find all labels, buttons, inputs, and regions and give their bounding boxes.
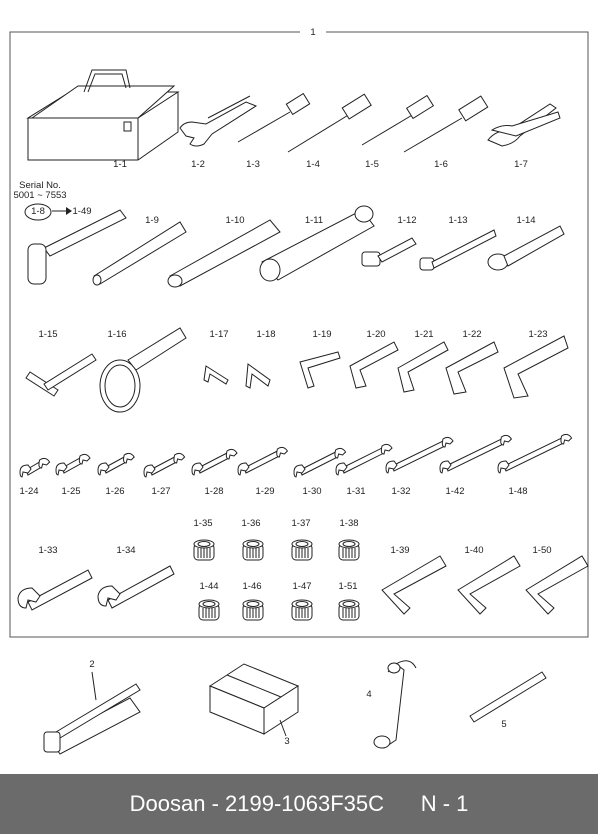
label-2: 2: [89, 659, 95, 670]
label-1-32: 1-32: [391, 486, 411, 497]
socket-adapter-icon: [362, 238, 416, 266]
socket-icon-5: [199, 600, 219, 620]
open-end-wrench-icon-4: [144, 453, 185, 477]
socket-icon-1: [194, 540, 214, 560]
label-1-24: 1-24: [19, 486, 39, 497]
label-4: 4: [366, 689, 372, 700]
open-end-wrench-icon-3: [98, 453, 134, 475]
label-1-11: 1-11: [304, 215, 324, 226]
socket-icon-7: [292, 600, 312, 620]
label-1-33: 1-33: [38, 545, 58, 556]
label-1-3: 1-3: [246, 159, 260, 170]
label-1-51: 1-51: [338, 581, 358, 592]
label-1-34: 1-34: [116, 545, 136, 556]
label-1-21: 1-21: [414, 329, 434, 340]
label-5: 5: [501, 719, 507, 730]
label-1-50: 1-50: [532, 545, 552, 556]
filter-wrench-icon: [100, 328, 186, 412]
socket-icon-3: [292, 540, 312, 560]
label-1-25: 1-25: [61, 486, 81, 497]
nozzle-tool-icon: [374, 661, 416, 748]
label-1-40: 1-40: [464, 545, 484, 556]
label-1-44: 1-44: [199, 581, 219, 592]
open-end-wrench-icon-5: [192, 449, 237, 475]
ratchet-handle-icon: [488, 226, 564, 270]
ref-from-label: 1-8: [31, 206, 45, 217]
footer-brand: Doosan: [129, 791, 206, 816]
label-1-48: 1-48: [508, 486, 528, 497]
wrench-1-33-icon: [18, 570, 92, 610]
hex-key-1-22-icon: [446, 342, 498, 394]
hex-key-1-21-icon: [398, 342, 448, 392]
screwdriver-1-3-icon: [238, 94, 310, 142]
label-1-47: 1-47: [292, 581, 312, 592]
socket-set: [194, 540, 359, 620]
label-1-30: 1-30: [302, 486, 322, 497]
label-1-4: 1-4: [306, 159, 320, 170]
label-3: 3: [284, 736, 290, 747]
pliers-icon: [488, 104, 560, 146]
label-1-27: 1-27: [151, 486, 171, 497]
label-1-19: 1-19: [312, 329, 332, 340]
label-1-31: 1-31: [346, 486, 366, 497]
hex-key-1-50-icon: [526, 556, 588, 614]
socket-icon-2: [243, 540, 263, 560]
open-end-wrench-row: [20, 434, 572, 477]
label-1-35: 1-35: [193, 518, 213, 529]
hex-key-1-17-icon: [204, 366, 228, 384]
label-1-38: 1-38: [339, 518, 359, 529]
arrow-head: [66, 207, 72, 215]
label-1-17: 1-17: [209, 329, 229, 340]
label-1-37: 1-37: [291, 518, 311, 529]
socket-icon-8: [339, 600, 359, 620]
hex-key-1-23-icon: [504, 336, 568, 398]
label-1-29: 1-29: [255, 486, 275, 497]
footer-bar: [0, 774, 598, 834]
label-1-39: 1-39: [390, 545, 410, 556]
label-1-36: 1-36: [241, 518, 261, 529]
label-1-13: 1-13: [448, 215, 468, 226]
label-1-18: 1-18: [256, 329, 276, 340]
hex-key-1-19-icon: [300, 352, 340, 388]
label-1-22: 1-22: [462, 329, 482, 340]
footer-page: N - 1: [420, 791, 469, 816]
rod-icon: [470, 672, 546, 722]
label-1-20: 1-20: [366, 329, 386, 340]
ref-to-label: 1-49: [72, 206, 92, 217]
toolbox-icon: [28, 70, 178, 160]
hex-key-1-20-icon: [350, 342, 398, 388]
label-1-42: 1-42: [445, 486, 465, 497]
socket-icon-6: [243, 600, 263, 620]
label-1-10: 1-10: [225, 215, 245, 226]
label-1-23: 1-23: [528, 329, 548, 340]
label-1-14: 1-14: [516, 215, 536, 226]
label-1-12: 1-12: [397, 215, 417, 226]
label-1-6: 1-6: [434, 159, 448, 170]
grease-gun-icon: [44, 672, 140, 754]
label-1-46: 1-46: [242, 581, 262, 592]
open-end-wrench-icon-2: [56, 454, 90, 475]
t-wrench-icon: [26, 354, 96, 396]
label-1-26: 1-26: [105, 486, 125, 497]
group-label: 1: [310, 27, 316, 38]
hex-key-1-18-icon: [246, 364, 270, 388]
socket-icon-4: [339, 540, 359, 560]
label-1-5: 1-5: [365, 159, 379, 170]
open-end-wrench-icon-6: [238, 447, 287, 475]
label-1-28: 1-28: [204, 486, 224, 497]
label-1-2: 1-2: [191, 159, 205, 170]
footer-separator: -: [211, 791, 219, 816]
hex-key-1-39-icon: [382, 556, 446, 614]
label-1-7: 1-7: [514, 159, 528, 170]
wrench-1-34-icon: [98, 566, 174, 608]
label-1-16: 1-16: [107, 329, 127, 340]
label-1-1: 1-1: [113, 159, 127, 170]
serial-range: 5001 ~ 7553: [13, 190, 67, 201]
label-1-15: 1-15: [38, 329, 58, 340]
label-1-9: 1-9: [145, 215, 159, 226]
footer-part-number: 2199-1063F35C: [225, 791, 385, 816]
open-end-wrench-icon-8: [336, 444, 392, 475]
extension-rod-icon: [420, 230, 496, 270]
hex-key-1-40-icon: [458, 556, 520, 614]
parts-box-icon: [210, 664, 298, 736]
screwdriver-1-5-icon: [362, 96, 433, 145]
open-end-wrench-icon-1: [20, 458, 50, 477]
serial-title: Serial No.: [19, 180, 61, 191]
